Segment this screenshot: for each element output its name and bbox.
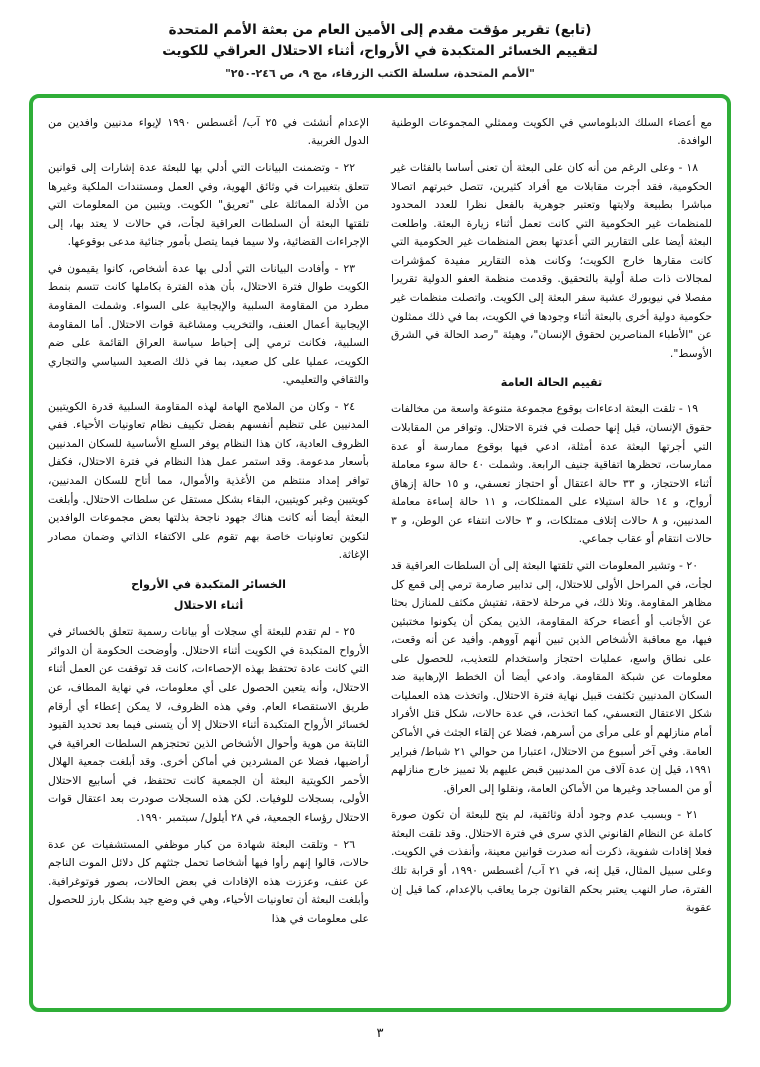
body-paragraph: ١٨ - وعلى الرغم من أنه كان على البعثة أن تعنى أساسا بالفئات غير الحكومية، فقد أجرت مقابلات مع أفراد كثيرين، تتصل خبرتهم اتصالا مباشرا بطبيعة ولايتها وتعتبر جوهرية بالفعل نظرا للعدد المحدود للمنظمات غير الحكومية التي كانت تعمل أثناء زيارة البعثة. واطلعت البعثة أيضا على التقارير التي أعدتها بعض المنظمات غير الحكومية التي كانت مقارها خارج الكويت؛ وكانت هذه التقارير مفيدة كمؤشرات لمجالات ذات صلة أولية بالتحقيق. وقدمت منظمة العفو الدولية تقريرا مفصلا في نيويورك عشية سفر البعثة إلى الكويت. واتصلت منظمات غير حكومية دولية أخرى بالبعثة أثناء وجودها في الكويت، بما في ذلك ممثلون عن "الأطباء المناصرين لحقوق الإنسان"، وهيئة "رصد الحالة في الشرق الأوسط".	[391, 161, 712, 360]
content-border-box	[29, 94, 731, 1012]
report-source-line: "الأمم المتحدة، سلسلة الكتب الزرقاء، مج ٩، ص ٢٤٦-٢٥٠"	[225, 66, 535, 80]
body-paragraph: مع أعضاء السلك الدبلوماسي في الكويت وممثلي المجموعات الوطنية الوافدة.	[391, 115, 712, 148]
page-number: ٣	[376, 1025, 384, 1041]
body-paragraph: ٢٢ - وتضمنت البيانات التي أدلي بها للبعثة عدة إشارات إلى قوانين تتعلق بتغييرات في وثائق الهوية، وفي العمل ومستندات الملكية وغيرها من الأدلة المماثلة على "تعريق" الكويت. ويتبين من المعلومات التي تلقتها البعثة أن السلطات العراقية لجأت، في حالات لا يعتد بها، إلى الإجراءات القضائية، ولا سيما فيما يتصل بأمور جنائية مدعى بوقوعها.	[48, 161, 369, 249]
body-paragraph: الإعدام أنشئت في ٢٥ آب/ أغسطس ١٩٩٠ لإيواء مدنيين وافدين من الدول الغربية.	[48, 115, 369, 148]
page-footer	[0, 1026, 760, 1041]
body-paragraph: ٢٠ - وتشير المعلومات التي تلقتها البعثة إلى أن السلطات العراقية قد لجأت، في المراحل الأولى للاحتلال، إلى تدابير صارمة ترمي إلى قمع كل مظاهر المقاومة. وتلا ذلك، في مرحلة لاحقة، تفتيش مكثف للمنازل بحثا عن الأجانب أو أعضاء حركة المقاومة، الذين يمكن أن يكونوا مختبئين فيها، مع معاقبة الأشخاص الذين تبين أنهم آووهم. وأفيد عن أنه وقعت، على نطاق واسع، عمليات احتجاز واستخدام للتعذيب، للحصول على معلومات عن شبكة المقاومة. وادعي أيضا أن الخطط الإرهابية ضد السكان المدنيين تكثفت قبيل نهاية فترة الاحتلال. واتخذت هذه العمليات شكل الاعتقال التعسفي، كما اتخذت، في عدة حالات، شكل قتل الأفراد أمام منازلهم أو على مرأى من أسرهم، فضلا عن إلقاء الجثث في الأماكن العامة. وفي آخر أسبوع من الاحتلال، اعتبارا من حوالي ٢١ شباط/ فبراير ١٩٩١، قيل إن عدة آلاف من المدنيين قبض عليهم بلا تمييز خارج منازلهم أو من المساجد وغيرها من الأماكن العامة، ونقلوا إلى العراق.	[391, 558, 712, 795]
document-header	[0, 20, 760, 82]
section-heading: الخسائر المتكبدة في الأرواح	[131, 577, 286, 591]
left-column	[48, 114, 369, 998]
right-column	[391, 114, 712, 998]
section-heading: أثناء الاحتلال	[173, 599, 244, 613]
body-paragraph: ٢٣ - وأفادت البيانات التي أدلى بها عدة أشخاص، كانوا يقيمون في الكويت طوال فترة الاحتلال، بأن هذه الفترة بكاملها كانت تتسم بنمط مطرد من المقاومة السلبية والإيجابية على السواء. وشملت المقاومة الإيجابية أعمال العنف، والتخريب ومشاغبة قوات الاحتلال. أما المقاومة السلبية، فكانت ترمي إلى إحباط سياسة العراق القائمة على ضم الكويت، عمليا على كل صعيد، بما في ذلك الصعيد السياسي والتجاري والثقافي والتعليمي.	[48, 261, 369, 387]
two-column-layout	[48, 114, 712, 998]
report-title-line2: لتقييم الخسائر المتكبدة في الأرواح، أثناء الاحتلال العراقي للكويت	[162, 42, 598, 59]
section-heading: تقييم الحالة العامة	[500, 376, 603, 390]
body-paragraph: ٢١ - وبسبب عدم وجود أدلة وثائقية، لم يتح للبعثة أن تكون صورة كاملة عن النظام القانوني الذي سرى في فترة الاحتلال. وقد تلقت البعثة فعلا إفادات شفوية، ذكرت أنه صدرت قوانين معينة، وأنفذت في الكويت. وعلى سبيل المثال، قيل إنه، في ٢١ آب/ أغسطس ١٩٩٠، أو قرابة تلك الفترة، صار النهب يعتبر بحكم القانون جرما يعاقب بالإعدام، كما قيل إن عقوبة	[391, 808, 712, 915]
body-paragraph: ١٩ - تلقت البعثة ادعاءات بوقوع مجموعة متنوعة واسعة من مخالفات حقوق الإنسان، قيل إنها حصلت في فترة الاحتلال. وتوافر من المقابلات التي أجرتها البعثة عدة أمثلة، ادعي فيها بوقوع ممارسة أو عدة ممارسات، تحظرها اتفاقية جنيف الرابعة. وشملت ٤٠ حالة سوء معاملة أثناء الاحتجاز، و ٣٣ حالة اعتقال أو احتجاز تعسفي، و ١٥ حالة إزهاق أرواح، و ١٤ حالة استيلاء على الممتلكات، و ١١ حالة إساءة معاملة المدنيين، و ٨ حالات إتلاف ممتلكات، و ٣ حالات انتفاء عن الوطن، و ٣ حالات انتقام أو عقاب جماعي.	[391, 402, 713, 546]
body-paragraph: ٢٦ - وتلقت البعثة شهادة من كبار موظفي المستشفيات عن عدة حالات، قالوا إنهم رأوا فيها أشخاصا تحمل جثثهم كل دلائل الموت الناجم عن عنف، وعززت هذه الإفادات في بعض الحالات، بصور فوتوغرافية. وأبلغت البعثة أن تعاونيات الأحياء، وهي في وضع جيد بشكل بارز للحصول على معلومات في هذا	[48, 837, 369, 925]
body-paragraph: ٢٤ - وكان من الملامح الهامة لهذه المقاومة السلبية قدرة الكويتيين المدنيين على تنظيم أنفسهم بفضل تكييف نظام تعاونيات الأحياء. ففي الظروف العادية، كان هذا النظام يوفر السلع الأساسية للسكان المدنيين بأسعار مدعومة. وقد استمر عمل هذا النظام في فترة الاحتلال، فكفل توافر إمداد منتظم من الأغذية والأموال، مما أتاح للسكان المدنيين، كويتيين وغير كويتيين، البقاء بشكل مستقل عن سلطات الاحتلال. وأبلغت البعثة أيضا أنه كانت هناك جهود ناجحة بذلتها بعض مجموعات الوافدين لتكوين تعاونيات خاصة بهم تقوم على الاكتفاء الذاتي وضمان مصادر الإغاثة.	[48, 399, 369, 562]
body-paragraph: ٢٥ - لم تقدم للبعثة أي سجلات أو بيانات رسمية تتعلق بالخسائر في الأرواح المتكبدة في الكويت أثناء الاحتلال. وأوضحت الحكومة أن الدوائر التي كانت عادة تحتفظ بهذه الإحصاءات، كانت قد توقفت عن العمل أثناء الاحتلال، وأنه يتعين الحصول على أي معلومات، في نهاية المطاف، عن طريق الاستقصاء العام. وفي هذه الظروف، لا يمكن إعطاء أي أرقام لخسائر الأرواح المتكبدة أثناء الاحتلال إلا أن يتسنى فيما بعد تحديد القيود الثابتة من هوية وأحوال الأشخاص الذين تحتجزهم السلطات العراقية في أراضيها، فضلا عن المشردين في أماكن أخرى. وقد أبلغت جمعية الهلال الأحمر الكويتية البعثة أن الجمعية كانت تحتفظ، في أسابيع الاحتلال الأولى، بسجلات للوفيات. لكن هذه السجلات صودرت بعد اعتقال قوات الاحتلال رؤساء الجمعية، في ٢٨ أيلول/ سبتمبر ١٩٩٠.	[48, 625, 369, 824]
report-title-line1: (تابع) تقرير مؤقت مقدم إلى الأمين العام من بعثة الأمم المتحدة	[168, 22, 592, 38]
